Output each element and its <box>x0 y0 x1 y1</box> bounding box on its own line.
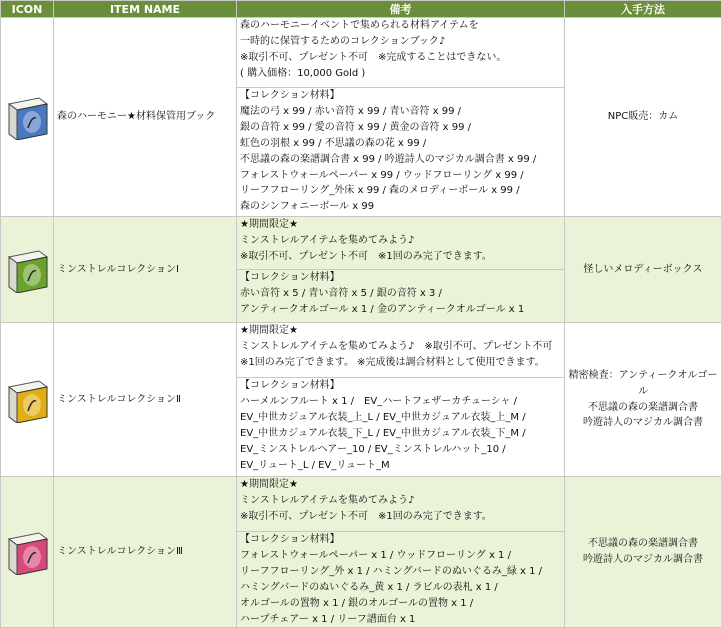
item-icon-cell <box>1 477 54 628</box>
description-line: ※取引不可、プレゼント不可 ※1回のみ完了できます。 <box>240 509 561 525</box>
material-line: 森のシンフォニーボール x 99 <box>240 199 561 215</box>
material-line: リーフフローリング_外床 x 99 / 森のメロディーボール x 99 / <box>240 183 561 199</box>
acquisition-line: NPC販売：カム <box>568 109 718 125</box>
description-line: ★期間限定★ <box>240 217 561 233</box>
header-icon: ICON <box>1 1 54 18</box>
description-line: 一時的に保管するためのコレクションブック♪ <box>240 34 561 50</box>
acquisition-line: 吟遊詩人のマジカル調合書 <box>568 415 718 431</box>
description-line: ミンストレルアイテムを集めてみよう♪ <box>240 233 561 249</box>
item-name: ミンストレルコレクションⅢ <box>54 477 237 628</box>
material-line: EV_リュート_L / EV_リュート_M <box>240 458 561 474</box>
material-line: アンティークオルゴール x 1 / 金のアンティークオルゴール x 1 <box>240 302 561 318</box>
minstrel-book-1-icon <box>3 247 51 293</box>
header-notes: 備考 <box>237 1 565 18</box>
material-line: 赤い音符 x 5 / 青い音符 x 5 / 銀の音符 x 3 / <box>240 286 561 302</box>
item-name: 森のハーモニー★材料保管用ブック <box>54 18 237 217</box>
item-materials <box>237 532 565 628</box>
item-icon-cell <box>1 18 54 217</box>
material-line: 銀の音符 x 99 / 愛の音符 x 99 / 黄金の音符 x 99 / <box>240 120 561 136</box>
item-row <box>1 217 721 270</box>
description-line: ミンストレルアイテムを集めてみよう♪ ※取引不可、プレゼント不可 <box>240 339 561 355</box>
acquisition-method <box>565 477 721 628</box>
acquisition-line: 不思議の森の楽譜調合書 <box>568 536 718 552</box>
materials-heading: 【コレクション材料】 <box>240 88 561 104</box>
material-line: EV_ミンストレルヘアー_10 / EV_ミンストレルハット_10 / <box>240 442 561 458</box>
item-description <box>237 477 565 532</box>
description-line: ★期間限定★ <box>240 477 561 493</box>
harmony-book-icon <box>3 94 51 140</box>
header-row <box>1 1 721 18</box>
material-line: ハミングバードのぬいぐるみ_黄 x 1 / ラビルの表札 x 1 / <box>240 580 561 596</box>
header-acquisition: 入手方法 <box>565 1 721 18</box>
material-line: 虹色の羽根 x 99 / 不思議の森の花 x 99 / <box>240 136 561 152</box>
item-materials <box>237 270 565 323</box>
material-line: 魔法の弓 x 99 / 赤い音符 x 99 / 青い音符 x 99 / <box>240 104 561 120</box>
material-line: フォレストウォールペーパー x 1 / ウッドフローリング x 1 / <box>240 548 561 564</box>
item-description <box>237 18 565 88</box>
item-materials <box>237 88 565 217</box>
description-line: ※取引不可、プレゼント不可 ※1回のみ完了できます。 <box>240 249 561 265</box>
description-line: ※取引不可、プレゼント不可 ※完成することはできない。 <box>240 50 561 66</box>
description-line: 森のハーモニーイベントで集められる材料アイテムを <box>240 18 561 34</box>
materials-heading: 【コレクション材料】 <box>240 378 561 394</box>
material-line: 不思議の森の楽譜調合書 x 99 / 吟遊詩人のマジカル調合書 x 99 / <box>240 152 561 168</box>
acquisition-line: 不思議の森の楽譜調合書 <box>568 400 718 416</box>
description-line: ※1回のみ完了できます。 ※完成後は調合材料として使用できます。 <box>240 355 561 371</box>
material-line: フォレストウォールペーパー x 99 / ウッドフローリング x 99 / <box>240 168 561 184</box>
acquisition-method <box>565 217 721 323</box>
item-row <box>1 477 721 532</box>
material-line: EV_中世カジュアル衣装_下_L / EV_中世カジュアル衣装_下_M / <box>240 426 561 442</box>
material-line: ハープチェアー x 1 / リーフ譜面台 x 1 <box>240 612 561 628</box>
materials-heading: 【コレクション材料】 <box>240 532 561 548</box>
acquisition-method <box>565 323 721 477</box>
minstrel-book-2-icon <box>3 377 51 423</box>
description-line: ミンストレルアイテムを集めてみよう♪ <box>240 493 561 509</box>
item-row <box>1 18 721 88</box>
description-line: ( 購入価格：10,000 Gold ) <box>240 66 561 82</box>
item-description <box>237 217 565 270</box>
item-row <box>1 323 721 378</box>
header-item-name: ITEM NAME <box>54 1 237 18</box>
acquisition-method <box>565 18 721 217</box>
material-line: EV_中世カジュアル衣装_上_L / EV_中世カジュアル衣装_上_M / <box>240 410 561 426</box>
item-icon-cell <box>1 323 54 477</box>
acquisition-line: 吟遊詩人のマジカル調合書 <box>568 552 718 568</box>
minstrel-book-3-icon <box>3 529 51 575</box>
material-line: オルゴールの置物 x 1 / 銀のオルゴールの置物 x 1 / <box>240 596 561 612</box>
acquisition-line: 精密検査：アンティークオルゴール <box>568 368 718 400</box>
materials-heading: 【コレクション材料】 <box>240 270 561 286</box>
item-description <box>237 323 565 378</box>
item-materials <box>237 378 565 477</box>
item-name: ミンストレルコレクションⅡ <box>54 323 237 477</box>
item-name: ミンストレルコレクションⅠ <box>54 217 237 323</box>
item-icon-cell <box>1 217 54 323</box>
description-line: ★期間限定★ <box>240 323 561 339</box>
material-line: ハーメルンフルート x 1 / EV_ハートフェザーカチューシャ / <box>240 394 561 410</box>
material-line: リーフフローリング_外 x 1 / ハミングバードのぬいぐるみ_緑 x 1 / <box>240 564 561 580</box>
acquisition-line: 怪しいメロディーボックス <box>568 262 718 278</box>
